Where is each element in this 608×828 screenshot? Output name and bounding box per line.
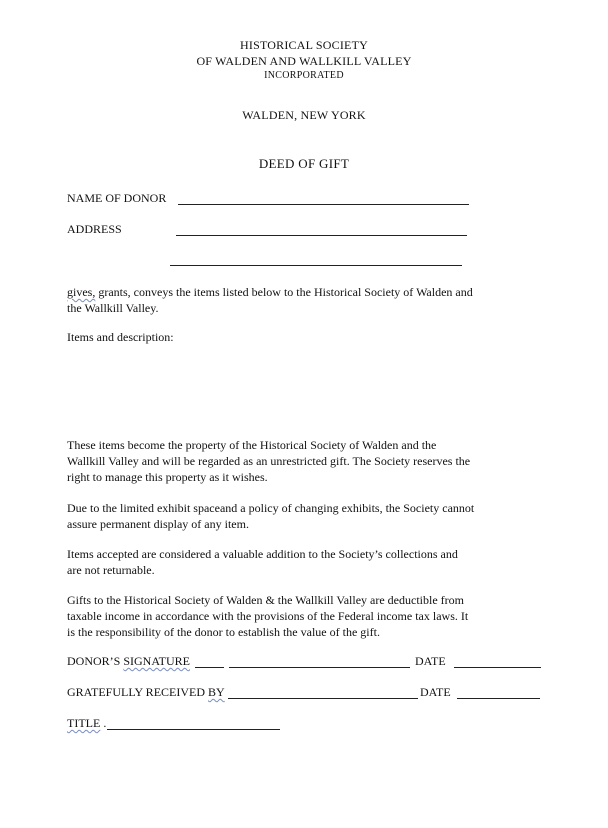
donor-signature-prefix: DONOR’S: [67, 654, 124, 668]
property-line-1: These items become the property of the Historical Society of Walden and the: [67, 438, 437, 452]
donor-signature-label: [67, 654, 190, 669]
tax-line-2: taxable income in accordance with the provisions of the Federal income tax laws. It: [67, 609, 469, 623]
exhibit-line-2: assure permanent display of any item.: [67, 517, 249, 531]
received-date-line[interactable]: [457, 698, 540, 699]
tax-line-3: is the responsibility of the donor to establish the value of the gift.: [67, 625, 380, 639]
donor-signature-line[interactable]: [229, 667, 410, 668]
tax-paragraph: [67, 592, 547, 640]
title-dots: .: [100, 716, 107, 730]
returnable-line-1: Items accepted are considered a valuable addition to the Society’s collections and: [67, 547, 458, 561]
grant-line-1-rest: grants, conveys the items listed below to the Historical Society of Walden and: [95, 285, 473, 299]
donor-date-label: DATE: [415, 654, 446, 668]
tax-line-1: Gifts to the Historical Society of Walden & the Wallkill Valley are deductible from: [67, 593, 464, 607]
received-by-line[interactable]: [228, 698, 418, 699]
received-by-label: [67, 685, 225, 700]
donor-name-line[interactable]: [178, 204, 469, 205]
items-description-label: Items and description:: [67, 330, 174, 344]
received-by-prefix: GRATEFULLY RECEIVED: [67, 685, 209, 699]
address-line-2[interactable]: [170, 265, 462, 266]
received-date-label: DATE: [420, 685, 451, 699]
org-name-line1: HISTORICAL SOCIETY: [240, 38, 368, 52]
org-incorporated: INCORPORATED: [264, 70, 344, 81]
spellcheck-signature: SIGNATURE: [123, 654, 191, 668]
spellcheck-by: BY: [208, 685, 225, 699]
donor-signature-line-short[interactable]: [195, 667, 224, 668]
title-label: [67, 716, 106, 731]
title-line[interactable]: [107, 729, 280, 730]
grant-line-2: the Wallkill Valley.: [67, 301, 159, 315]
address-label: ADDRESS: [67, 222, 122, 236]
returnable-paragraph: [67, 546, 547, 578]
donor-date-line[interactable]: [454, 667, 541, 668]
exhibit-paragraph: [67, 500, 547, 532]
document-title: DEED OF GIFT: [258, 156, 350, 171]
org-location: WALDEN, NEW YORK: [242, 108, 366, 122]
returnable-line-2: are not returnable.: [67, 563, 155, 577]
address-line-1[interactable]: [176, 235, 467, 236]
grant-line-1: [67, 284, 547, 300]
property-line-3: right to manage this property as it wishes.: [67, 470, 268, 484]
property-paragraph: [67, 437, 547, 485]
spellcheck-title: TITLE: [67, 716, 101, 730]
property-line-2: Wallkill Valley and will be regarded as an unrestricted gift. The Society reserves the: [67, 454, 471, 468]
exhibit-line-1: Due to the limited exhibit spaceand a policy of changing exhibits, the Society cannot: [67, 501, 475, 515]
org-name-line2: OF WALDEN AND WALLKILL VALLEY: [196, 54, 412, 68]
spellcheck-gives: gives,: [67, 285, 96, 299]
donor-name-label: NAME OF DONOR: [67, 191, 167, 205]
grant-statement: [67, 284, 547, 316]
